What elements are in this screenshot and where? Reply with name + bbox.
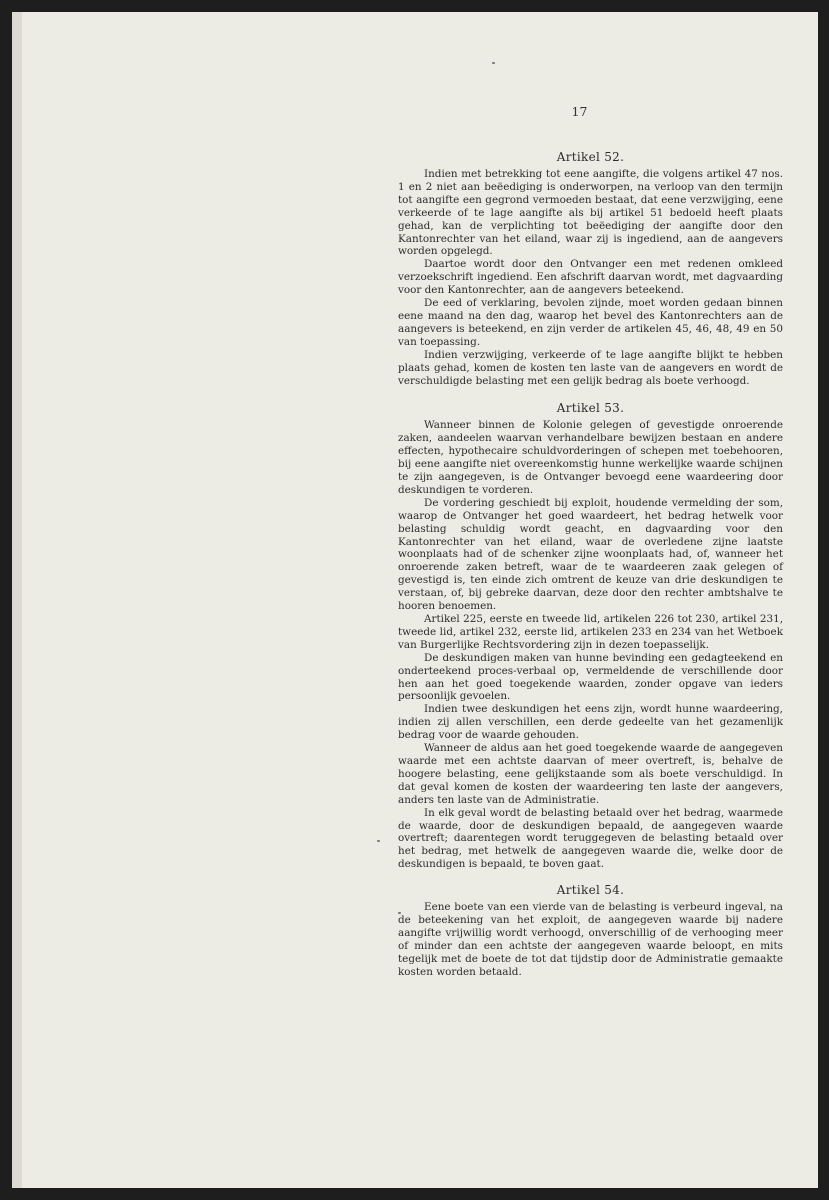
paragraph: Indien met betrekking tot eene aangifte, die volgens artikel 47 nos. 1 en 2 niet aan beëediging is onderworpen, na verloop van den termijn tot aangifte een gegrond vermoeden bestaat, dat eene verzwijging, eene verkeerde of te lage aangifte als bij artikel 51 bedoeld heeft plaats gehad, kan de verplichting tot beëediging der aangifte door den Kantonrechter van het eiland, waar zij is ingediend, aan de aangevers worden opgelegd. — [398, 168, 783, 258]
speck — [377, 840, 380, 842]
page-number: 17 — [571, 104, 588, 119]
paragraph: Wanneer de aldus aan het goed toegekende waarde de aangegeven waarde met een achtste daarvan of meer overtreft, is, behalve de hoogere belasting, eene gelijkstaande som als boete verschuldigd. In dat geval komen de kosten der waardeering ten laste der aangevers, anders ten laste van de Administratie. — [398, 742, 783, 806]
speck — [492, 62, 495, 64]
paragraph: In elk geval wordt de belasting betaald over het bedrag, waarmede de waarde, door de deskundigen bepaald, de aangegeven waarde overtreft; daarentegen wordt teruggegeven de belasting betaald over het bedrag, met hetwelk de aangegeven waarde die, welke door de deskundigen is bepaald, te boven gaat. — [398, 806, 783, 871]
paragraph: Indien twee deskundigen het eens zijn, wordt hunne waardeering, indien zij allen verschillen, een derde gedeelte van het gezamenlijk bedrag voor de waarde gehouden. — [398, 703, 783, 742]
article-52 — [398, 150, 783, 387]
article-heading: Artikel 52. — [556, 150, 625, 164]
paragraph: De vordering geschiedt bij exploit, houdende vermelding der som, waarop de Ontvanger het goed waardeert, het bedrag hetwelk voor belasting schuldig wordt geacht, en dagvaarding voor den Kantonrechter van het eiland, waar de overledene zijne laatste woonplaats had of de schenker zijne woonplaats had, of, wanneer het onroerende zaken betreft, waar de te waardeeren zaak gelegen of gevestigd is, ten einde zich omtrent de keuze van drie deskundigen te verstaan, of, bij gebreke daarvan, deze door den rechter ambtshalve te hooren benoemen. — [398, 496, 783, 613]
paragraph: Wanneer binnen de Kolonie gelegen of gevestigde onroerende zaken, aandeelen waarvan verhandelbare bewijzen bestaan en andere effecten, hypothecaire schuldvorderingen of schepen met toebehooren, bij eene aangifte niet overeenkomstig hunne werkelijke waarde schijnen te zijn aangegeven, is de Ontvanger bevoegd eene waardeering door deskundigen te vorderen. — [398, 419, 783, 496]
paragraph: Daartoe wordt door den Ontvanger een met redenen omkleed verzoekschrift ingediend. Een afschrift daarvan wordt, met dagvaarding voor den Kantonrechter, aan de aangevers beteekend. — [398, 258, 783, 297]
paragraph: Artikel 225, eerste en tweede lid, artikelen 226 tot 230, artikel 231, tweede lid, artikel 232, eerste lid, artikelen 233 en 234 van het Wetboek van Burgerlijke Rechtsvordering zijn in dezen toepasselijk. — [398, 613, 783, 651]
paragraph: Eene boete van een vierde van de belasting is verbeurd ingeval, na de beteekening van het exploit, de aangegeven waarde bij nadere aangifte vrijwillig wordt verhoogd, onverschillig of de verhooging meer of minder dan een achtste der aangegeven waarde beloopt, en mits tegelijk met de boete de tot dat tijdstip door de Administratie gemaakte kosten worden betaald. — [398, 901, 783, 978]
article-heading: Artikel 54. — [556, 883, 625, 898]
article-54 — [398, 883, 783, 978]
paragraph: De deskundigen maken van hunne bevinding een gedagteekend en onderteekend proces-verbaal op, vermeldende de verschillende door hen aan het goed toegekende waarden, zonder opgave van ieders persoonlijk gevoelen. — [398, 651, 783, 703]
article-53 — [398, 401, 783, 871]
paragraph: De eed of verklaring, bevolen zijnde, moet worden gedaan binnen eene maand na den dag, waarop het bevel des Kantonrechters aan de aangevers is beteekend, en zijn verder de artikelen 45, 46, 48, 49 en 50 van toepassing. — [398, 297, 783, 348]
article-heading: Artikel 53. — [556, 401, 625, 416]
paragraph: Indien verzwijging, verkeerde of te lage aangifte blijkt te hebben plaats gehad, komen de kosten ten laste van de aangevers en wordt de verschuldigde belasting met een gelijk bedrag als boete verhoogd. — [398, 348, 783, 387]
page-edge — [12, 12, 22, 1188]
text-column — [398, 150, 783, 979]
